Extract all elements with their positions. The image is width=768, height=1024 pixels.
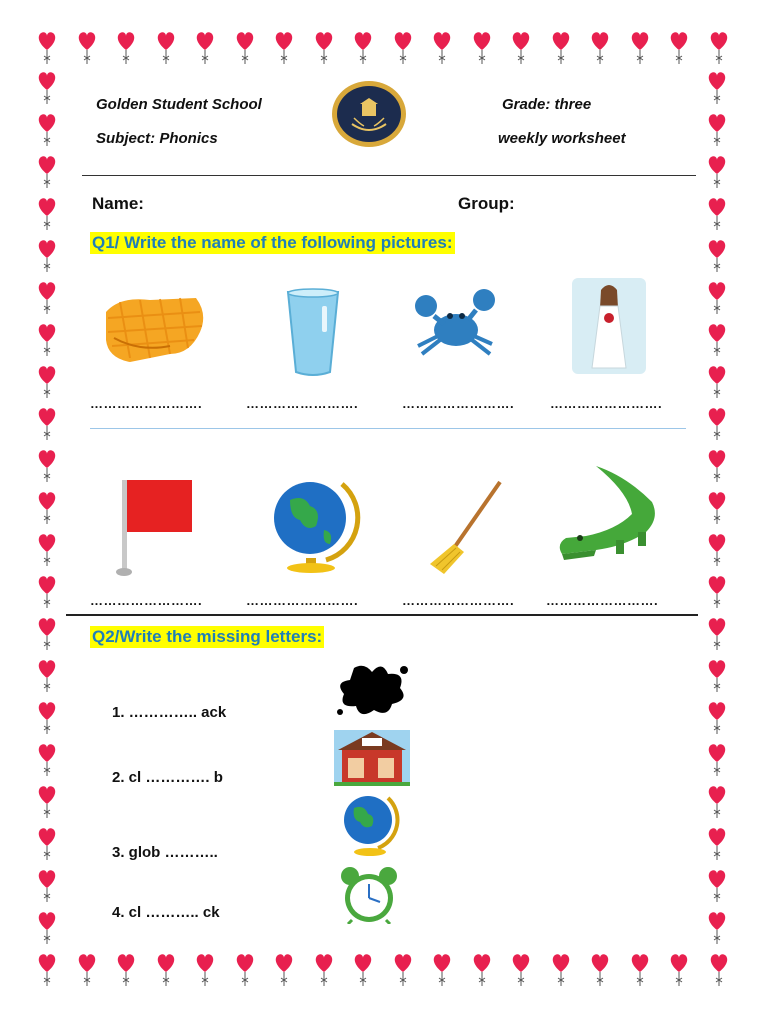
flag-icon <box>114 474 196 583</box>
heart-balloon-icon <box>76 952 98 992</box>
answer-blank-5[interactable]: ……………………. <box>90 593 203 608</box>
clock-icon <box>336 866 402 929</box>
heart-balloon-icon <box>36 280 58 320</box>
heart-balloon-icon <box>36 826 58 866</box>
section-divider <box>66 614 698 616</box>
heart-balloon-icon <box>431 952 453 992</box>
name-label: Name: <box>92 194 144 213</box>
q2-title: Q2/Write the missing letters: <box>92 627 323 646</box>
heart-balloon-icon <box>706 364 728 404</box>
subject-label: Subject: Phonics <box>96 130 218 147</box>
grade-label: Grade: three <box>502 96 592 113</box>
heart-balloon-icon <box>352 30 374 70</box>
heart-balloon-icon <box>471 952 493 992</box>
heart-balloon-icon <box>36 490 58 530</box>
heart-balloon-icon <box>36 448 58 488</box>
header-divider <box>82 175 696 176</box>
heart-balloon-icon <box>668 30 690 70</box>
heart-balloon-icon <box>706 238 728 278</box>
heart-balloon-icon <box>36 952 58 992</box>
crocodile-icon <box>556 462 664 569</box>
heart-balloon-icon <box>36 364 58 404</box>
heart-balloon-icon <box>36 112 58 152</box>
heart-balloon-icon <box>36 574 58 614</box>
heart-balloon-icon <box>706 196 728 236</box>
heart-balloon-icon <box>313 30 335 70</box>
heart-balloon-icon <box>115 30 137 70</box>
heart-balloon-icon <box>36 322 58 362</box>
heart-balloon-icon <box>431 30 453 70</box>
globe-icon <box>266 474 364 579</box>
answer-blank-4[interactable]: ……………………. <box>550 396 663 411</box>
heart-balloon-icon <box>706 448 728 488</box>
heart-balloon-icon <box>706 826 728 866</box>
heart-balloon-icon <box>706 70 728 110</box>
heart-balloon-icon <box>706 406 728 446</box>
heart-balloon-icon <box>510 30 532 70</box>
heart-balloon-icon <box>706 574 728 614</box>
heart-balloon-icon <box>36 154 58 194</box>
black-splat-icon <box>334 660 410 725</box>
heart-balloon-icon <box>706 910 728 950</box>
heart-balloon-icon <box>550 952 572 992</box>
heart-balloon-icon <box>36 658 58 698</box>
missing-letter-item-4[interactable]: 4. cl ……….. ck <box>112 904 220 921</box>
q1-title: Q1/ Write the name of the following pictures: <box>92 233 453 252</box>
missing-letter-item-2[interactable]: 2. cl …………. b <box>112 769 223 786</box>
answer-blank-6[interactable]: ……………………. <box>246 593 359 608</box>
worksheet-label: weekly worksheet <box>498 130 626 147</box>
heart-balloon-icon <box>273 952 295 992</box>
glass-icon <box>284 288 342 383</box>
heart-balloon-icon <box>706 280 728 320</box>
heart-balloon-icon <box>194 30 216 70</box>
heart-balloon-icon <box>589 30 611 70</box>
heart-balloon-icon <box>706 658 728 698</box>
heart-balloon-icon <box>706 532 728 572</box>
heart-balloon-icon <box>234 952 256 992</box>
heart-balloon-icon <box>510 952 532 992</box>
heart-balloon-icon <box>392 30 414 70</box>
crab-icon <box>404 282 504 367</box>
heart-balloon-icon <box>76 30 98 70</box>
heart-balloon-icon <box>155 952 177 992</box>
row-divider <box>90 428 686 429</box>
heart-balloon-icon <box>706 868 728 908</box>
heart-balloon-icon <box>313 952 335 992</box>
blanket-icon <box>100 292 208 371</box>
heart-balloon-icon <box>589 952 611 992</box>
heart-balloon-icon <box>36 700 58 740</box>
club-icon <box>334 730 410 791</box>
heart-balloon-icon <box>629 952 651 992</box>
heart-balloon-icon <box>36 784 58 824</box>
heart-balloon-icon <box>629 30 651 70</box>
school-logo <box>330 80 408 153</box>
heart-balloon-icon <box>706 616 728 656</box>
heart-balloon-icon <box>36 70 58 110</box>
heart-balloon-icon <box>115 952 137 992</box>
heart-balloon-icon <box>550 30 572 70</box>
answer-blank-1[interactable]: ……………………. <box>90 396 203 411</box>
heart-balloon-icon <box>708 952 730 992</box>
heart-balloon-icon <box>706 700 728 740</box>
heart-balloon-icon <box>36 30 58 70</box>
missing-letter-item-3[interactable]: 3. glob ……….. <box>112 844 218 861</box>
heart-balloon-icon <box>471 30 493 70</box>
answer-blank-2[interactable]: ……………………. <box>246 396 359 411</box>
heart-balloon-icon <box>706 154 728 194</box>
answer-blank-3[interactable]: ……………………. <box>402 396 515 411</box>
heart-balloon-icon <box>706 490 728 530</box>
heart-balloon-icon <box>36 196 58 236</box>
bride-icon <box>572 278 646 379</box>
heart-balloon-icon <box>36 616 58 656</box>
answer-blank-7[interactable]: ……………………. <box>402 593 515 608</box>
heart-balloon-icon <box>706 112 728 152</box>
broom-icon <box>428 478 508 581</box>
globe-icon-small <box>338 792 404 861</box>
heart-balloon-icon <box>36 406 58 446</box>
answer-blank-8[interactable]: ……………………. <box>546 593 659 608</box>
heart-balloon-icon <box>392 952 414 992</box>
heart-balloon-icon <box>36 238 58 278</box>
heart-balloon-icon <box>194 952 216 992</box>
heart-balloon-icon <box>668 952 690 992</box>
heart-balloon-icon <box>36 742 58 782</box>
heart-balloon-icon <box>155 30 177 70</box>
missing-letter-item-1[interactable]: 1. ………….. ack <box>112 704 227 721</box>
heart-balloon-icon <box>273 30 295 70</box>
heart-balloon-icon <box>708 30 730 70</box>
heart-balloon-icon <box>706 742 728 782</box>
heart-balloon-icon <box>36 868 58 908</box>
heart-balloon-icon <box>706 784 728 824</box>
heart-balloon-icon <box>36 910 58 950</box>
group-label: Group: <box>458 194 515 213</box>
school-name: Golden Student School <box>96 96 262 113</box>
heart-balloon-icon <box>36 532 58 572</box>
heart-balloon-icon <box>234 30 256 70</box>
heart-balloon-icon <box>352 952 374 992</box>
heart-balloon-icon <box>706 322 728 362</box>
